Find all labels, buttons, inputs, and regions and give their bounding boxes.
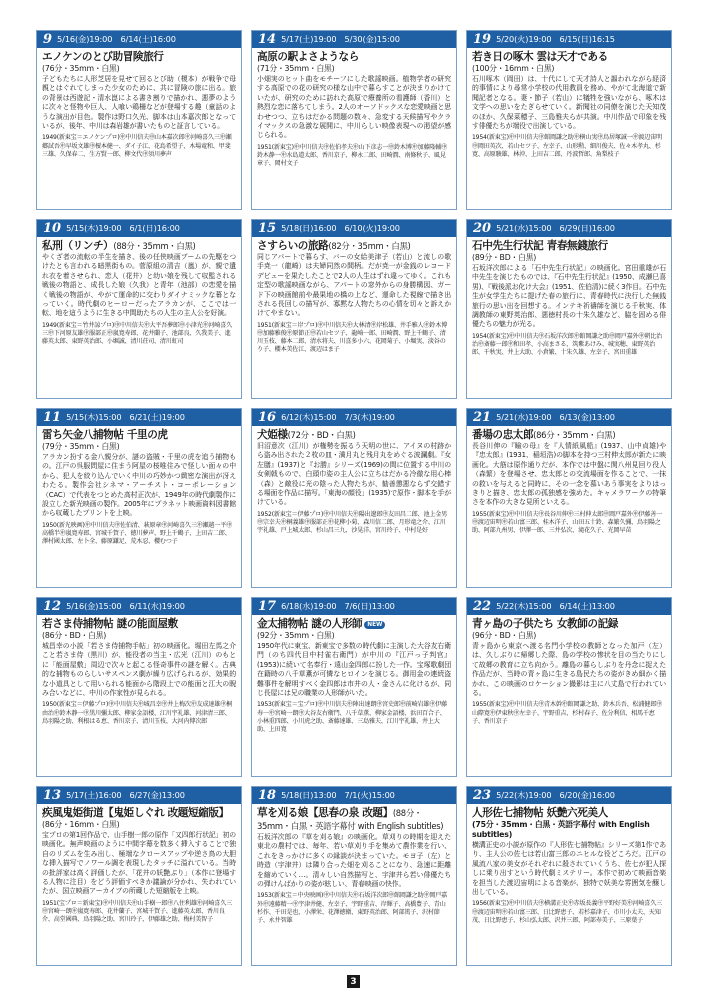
card-header (467, 409, 671, 426)
card-header (252, 220, 456, 237)
film-title: 青ヶ島の子供たち 女教師の記録 (472, 618, 618, 630)
card-body (252, 615, 456, 734)
film-meta: (86分・35mm・白黒) (533, 430, 616, 440)
card-body (467, 615, 671, 726)
card-body (252, 48, 456, 168)
film-meta: (82分・35mm・白黒) (328, 241, 411, 251)
film-title-line (42, 240, 236, 253)
film-title: 若さま侍捕物帖 謎の能面屋敷 (42, 618, 178, 630)
card-header (37, 220, 241, 237)
film-title-line (257, 51, 451, 64)
screening-dates: 5/16(金)15:00 6/11(水)19:00 (66, 601, 185, 611)
film-title: 高原の駅よさようなら (257, 51, 359, 63)
film-description: 青ヶ島から東京へ渡る名門小学校の教師となった加戸（左）は、久しぶりに帰郷した際、島の学校の惨状を目の当たりにして故郷の教育に立ち向かう。離島の暮らしぶりを丹念に捉えた作品だが、当時の青ヶ島に生きる島民たちの姿がきめ細かく描かれ、この映画のロケーション撮影は主に八丈島で行われている。 (472, 642, 666, 698)
film-meta: (92分・35mm・白黒) (257, 631, 335, 640)
program-number: 10 (43, 221, 62, 236)
film-meta: (86分・BD・白黒) (42, 631, 107, 640)
program-card (466, 219, 672, 399)
film-title: 若き日の啄木 雲は天才である (472, 51, 608, 63)
film-title-line (42, 429, 236, 442)
program-card (466, 30, 672, 210)
film-description: 石川啄木（岡田）は、十代にして天才詩人と謳われながら経済的事情により尋常小学校の代用教員を務め、やがて北海道で新聞記者となる。妻・節子（若山）に犠牲を強いながら、啄木は文学への思いをたぎらせていく。新聞社の同僚を演じた天知茂のほか、久保菜穂子、三島雅夫らが共演。中川作品で印象を残す俳優たちが端役で出演している。 (472, 75, 666, 131)
film-meta: (88分・35mm・白黒) (113, 241, 196, 251)
film-description: 同じアパートで暮らす、バーの女給美津子（若山）と流しの歌手尭一（龍崎）は夫婦同然の間柄。だが尭一が金銭のレコードデビューを果たしたことで2人の人生はずれ違ってゆく。これも定型の歌謡映画ながら、アパートの窓外からの身勝構図、ガード下の映画館前や最果地の橋の上など、運命した視線で描き出される長回しの描写が、寡黙な人物たちの心情を切々と訴えかけてやまない。 (257, 253, 451, 318)
film-title-line (472, 807, 666, 820)
program-number: 13 (43, 788, 62, 803)
film-description: 石坂洋次郎による「石中先生行状記」の映画化。宮田重雄が石中先生を演じたものでは、『石中先生行状記』(1950、成瀬巳喜男)、『戦後派お化け大会』(1951、佐伯清)に続く3作目。石中先生が女学生たちに提げた春の旅行に、青春時代に決行した無銭旅行の思い出を回想する。インテキ祈禱師を演じる千秋実、体調教師の東野英治郎、悪徳村長の十朱久雄など、脇を固める俳優たちの魅力が光る。 (472, 264, 666, 329)
program-number: 22 (473, 599, 492, 614)
card-header (467, 31, 671, 48)
program-card (466, 408, 672, 588)
program-number: 11 (43, 410, 62, 425)
film-credits: 1953(新東宝＝宝プロ)㊥中川信夫㊥陣出達朗㊥宮史郎㊥前崎岩雄㊥伊藤寿一㊥宮崎一朗㊥大谷友右衛門、八千草薫、柳家金語楼、浜田百合子、小林重四郎、小川虎之助、斎藤達雄、三島雅夫、江川宇礼雄、井上大助、上田寛 (257, 701, 447, 734)
film-credits: 1949(新東宝＝エノケンプロ)㊥中川信夫㊥山本嘉次郎㊥河崎喜久三㊥瀬郷試吾㊥早坂文雄㊥榎本健一、ダイ子江、花島希望子、木場竜和、甲斐三雄、久保春二、生方賢一郎、柳文代㊥須川夢声 (42, 134, 232, 158)
film-meta: (86分・16mm・白黒) (42, 820, 120, 829)
film-title-line (257, 429, 451, 442)
card-body (467, 804, 671, 925)
program-number: 15 (258, 221, 277, 236)
film-description: 旧沼意次（江川）が権勢を振るう天明の世に、アイヌの村跡から盗み出された２枚の皿・満月丸と残月丸をめぐる波瀾劇。『女左膳』(1937)と『お勝』シリーズ(1969)の間に位置する中川の女剣戟もので、白頭巾姿の主人公に立ちはだかる冷徹な用心棒（森）と敵役に光の陰った人物たちが、勧善懲悪ならず交錯する場面を作品に描写。「東海の顔役」(1935)で原作・脚本を手がけている。 (257, 442, 451, 507)
card-header (37, 409, 241, 426)
card-body (37, 804, 241, 924)
film-credits: 1951(新東宝)㊥中川信夫㊥佐伯孝夫㊥山下彦志一㊥鈴木博㊥加藤隆輔㊥鈴木静一㊥水島道太郎、香川京子、柳永二郎、田崎潤、南條秋子、風見章子、岡村文子 (257, 143, 447, 168)
screening-dates: 5/17(土)16:00 6/27(金)13:00 (66, 790, 185, 800)
film-title: 番場の忠太郎 (472, 429, 534, 441)
screening-dates: 5/18(日)16:00 6/10(火)19:00 (281, 223, 400, 233)
film-title: 石中先生行状記 青春無錢旅行 (472, 240, 608, 252)
film-meta: (89分・BD・白黒) (472, 253, 537, 262)
program-card (36, 30, 242, 210)
program-number: 9 (43, 32, 53, 47)
screening-dates: 5/17(土)19:00 5/30(金)15:00 (281, 34, 400, 44)
film-title: エノケンのとび助冒険旅行 (42, 51, 164, 63)
film-meta: (88分・35mm・白黒・英語字幕付 with English subtitles) (257, 808, 444, 831)
film-title-line (257, 240, 451, 253)
film-credits: 1951(新東宝＝岸プロ)㊥中川信夫㊥大林清㊥岸松雄、井手雅人㊥鈴木博㊥加藤雅俊㊥原節正㊥若山セツ子、龍崎一郎、田崎潤、野上千鶴子、清川玉枝、藤本二郎、清水将夫、川喜多小六、花岡菊子、小堀実、淡谷のり子、櫻本美佐江、渡辺はま子 (257, 321, 447, 354)
film-title-line (472, 429, 666, 442)
screening-dates: 6/12(木)15:00 7/3(木)19:00 (281, 412, 395, 422)
film-title: 人形佐七捕物帖 妖艶六死美人 (472, 807, 608, 819)
film-title: 金太捕物帖 謎の人形師 (257, 618, 363, 630)
film-title: 雷ち矢金八捕物帖 千里の虎 (42, 429, 168, 441)
page-number: 3 (347, 975, 360, 988)
card-header (252, 787, 456, 804)
film-meta: (96分・BD・白黒) (472, 631, 537, 640)
card-body (252, 237, 456, 355)
card-body (37, 615, 241, 726)
film-credits: 1952(新東宝＝伊藤プロ)㊥中川信夫㊥陽出遼郎㊥友田昌二郎、池上金男㊥宗幸夫㊥桐義雄㊥服部正㊥花柳小菊、森川信二郎、月形竜之介、江川宇礼雄、戸上城太郎、杉山昌三九、沙晃洋、宮川玲子、中村是好 (257, 510, 447, 535)
film-title-line (472, 240, 666, 253)
film-credits: 1954(新東宝)㊥中川信夫㊥石坂洋次郎㊥館岡謙之助㊥岡戸嘉外㊥朝比治治㊥斎藤一郎㊥和田孝、小高まさる、筑紫あけみ、城実穂、東野英治郎、千秋実、井上大助、小倉繁、十朱久雄、左幸子、宮田重雄 (472, 332, 662, 357)
film-title: 草を刈る娘【思春の泉 改題】 (257, 807, 393, 819)
film-description: 宝プロの第1回作品で、山手樹一郎の原作「又四郎行状記」初の映画化。無声映画のように中間字幕を数多く挿入することで独自のリズムを生み出し、極端なクロースアップや逆さ鳥の大胆な挿入描写でノワール調を表現したタッチに溢れている。当時の批評家は高く評価したが、「花井の妖艶ぶり」（本作に登場する人物に注目）をどう評価すべきか議論が分かれ、失われていたが、国立映画アーカイブの所蔵した短縮版を上映。 (42, 831, 236, 896)
program-card (36, 408, 242, 588)
film-title: さすらいの旅路 (257, 240, 329, 252)
program-card (251, 597, 457, 777)
film-credits: 1951(宝プロ＝新東宝)㊥中川信夫㊥山手樹一郎㊥八住利雄㊥河崎喜久三㊥宮崎一朗㊥嵐寛寿郎、花井蘭子、宮城千賀子、進藤英太郎、香川良介、高堂國典、鳥羽陽之助、宮川玲子、伊藤雄之助、梅村美智子 (42, 899, 232, 924)
film-meta: (75分・35mm・白黒・英語字幕付 with English subtitles) (472, 820, 650, 839)
film-title: 疾風鬼姫街道【鬼姫しぐれ 改題短縮版】 (42, 807, 229, 819)
screening-dates: 6/18(水)19:00 7/6(日)13:00 (281, 601, 395, 611)
card-body (252, 804, 456, 925)
film-meta: (100分・16mm・白黒) (472, 64, 555, 73)
film-description: 城昌幸の小説「若さま侍捕物手帖」初の映画化。堀田左馬之介こと若さま侍（黒川）が、能役者の当主・広光（江川）のもとに「能面屋敷」周辺で次々と起こる怪奇事件の謎を解く。古典的な捕物ものらしいサスペンス劇が繰り広げられるが、効果的な小道具として用いられる能面から階段上での能面と江大の睨み合いなどに、中川の作家性が見られる。 (42, 642, 236, 698)
film-description: 長谷川伸の『瞼の母』を『人情紙風船』(1937、山中貞雄)や『忠太郎』(1931、稲垣浩)の脚本を持つ三村伸太郎が新たに映画化。大筋は原作通りだが、本作では中盤に関八州見回り役人（森繁）を登場させ、忠太郎との交流場面を作ることで、一抹の救いを与えると同時に、その一念を慕いあう事実をよりはっきりと描き、忠太郎の孤独感を強めた。キャメラワークの特筆さを本作の大きな見所といえる。 (472, 442, 666, 507)
film-credits: 1953(新東宝＝中央映画)㊥中川信夫㊥石坂洋次郎㊥館岡謙之助㊥岡戸嘉外㊥遠藤精一㊥宇津井健、左幸子、宇野重吉、岸輝子、高橋豊子、青山杉作、千田是也、小澤栄、花澤徳衛、東野英治郎、阿部篤子、沢村節子、永井智雄 (257, 892, 447, 925)
card-body (467, 48, 671, 159)
new-badge: NEW (364, 621, 385, 629)
film-meta: (79分・35mm・白黒) (42, 442, 120, 451)
program-number: 23 (473, 788, 492, 803)
film-credits: 1950(新東宝＝伊藤プロ)㊥中川信夫㊥城昌幸㊥井上梅次㊥友成達雄㊥桐由治㊥鈴木静一㊥黒川彌太郎、柳家金語楼、江川宇礼雄、河津清三郎、鳥羽陽之助、利根はる恵、香川京子、清川玉枝、大河内傳次郎 (42, 701, 232, 725)
film-title-line (42, 51, 236, 64)
program-card (251, 786, 457, 966)
film-description: 1950年代に東宝、新東宝で多数の時代劇に主演した大谷友右衛門（のち四代目中村雀右衛門）が中川の『江戸っ子判官』(1953)に続いて名奉行・遠山金四郎に扮した一作。宝塚歌劇団在籍時の八千草薫が可憐なヒロインを演じる。御用金の連続盗難事件を解明すべく金四郎は市井の人・金さんに化けるが、同じ長屋には兄の職業の人形師がいた。 (257, 642, 451, 698)
program-grid (36, 30, 672, 966)
film-description: やくざ者の流転の半生を描き、後の任侠映画ブームの先駆をつけたとも言われる暗黒街もの。菅原組の清吉（嵐）が、親で遺れ衣を着させられ、恋人（花井）と幼い娘を残して収監される戦後の物語と、成長した娘（久我）と青年（池部）の恋愛を描く戦後の物語が、やがて運命的に交わりダイナミックな幕となっていく。時代劇のヒーローだったアラカンが、ここでは一転、地を這うように生きる中間助たちの人生の主人公を好演。 (42, 253, 236, 318)
card-body (467, 237, 671, 357)
film-credits: 1955(新東宝)㊥中川信夫㊥長谷川伸㊥三村伸太郎㊥岡戸嘉外㊥伊藤善一㊥渡辺宙明㊥若山富三郎、桂木洋子、山田五十鈴、森繁久彌、鳥羽陽之助、阿部九州男、伊澤一郎、三井弘次、滝花久子、光岡早苗 (472, 510, 662, 535)
screening-dates: 5/15(木)19:00 6/1(日)16:00 (66, 223, 180, 233)
film-description: 横溝正史の小説が原作の『人形佐七捕物帖』シリーズ第1作であり、主人公の佐七は若山富三郎のニヒルな役どころだ。江戸の風流八家の美女がそれぞれに殺されていくうち、佐七が犯人探しに乗り出すという時代劇ミステリー。本作で初めて映画音楽を担当した渡辺宙明による音楽が、独特で妖美な雰囲気を醸し出している。 (472, 841, 666, 897)
program-card (251, 30, 457, 210)
card-header (252, 598, 456, 615)
program-number: 20 (473, 221, 492, 236)
card-body (252, 426, 456, 535)
program-card (36, 597, 242, 777)
program-number: 16 (258, 410, 277, 425)
film-title-line (472, 618, 666, 631)
card-header (467, 598, 671, 615)
film-meta: (72分・BD・白黒) (287, 430, 356, 440)
program-card (466, 786, 672, 966)
card-body (37, 237, 241, 346)
card-body (37, 426, 241, 546)
film-credits: 1950(新光映画)㊥中川信夫㊥佐伯清、萩原章㊥河崎喜久三㊥瀬越一平㊥高橋半㊥嵐寛寿郎、宮城千賀子、徳川夢声、野上千鶴子、上田吉二郎、澤村國太郎、左卜全、藤原鎌足、荒木忍、櫻むつ子 (42, 521, 232, 546)
film-title-line (42, 807, 236, 820)
film-title-line (257, 807, 451, 833)
card-body (37, 48, 241, 159)
program-card (251, 408, 457, 588)
card-header (37, 598, 241, 615)
program-card (36, 219, 242, 399)
film-title-line (257, 618, 451, 631)
program-card (251, 219, 457, 399)
film-description: 子どもたちに人形芝居を見せて回るとび助（榎本）が戦争で母親とはぐれてしまった少女のために、共に冒険の旅に出る。旅の背景は西遊記・清水崑による書き割りで描かれ、悪夢のように次々と怪物や巨人、人喰い鶏柵などが登場する趣（童話のような演出が目色。製作は野口久光、脚本は山本嘉次郎となっているが、後年、中川は森岩雄が書いたものと証言している。 (42, 75, 236, 131)
card-header (252, 31, 456, 48)
film-meta: (71分・35mm・白黒) (257, 64, 335, 73)
film-credits: 1956(新東宝)㊥中川信夫㊥横溝正史㊥赤坂長義㊥平野好美㊥河崎喜久三㊥渡辺宙明㊥若山富三郎、日比野恵子、若杉嘉津子、市川小太夫、天知茂、日比野恵子、杉山弘太郎、沢井三郎、阿部寿美子、三原葉子 (472, 900, 662, 924)
screening-dates: 5/18(日)13:00 7/1(火)15:00 (281, 790, 395, 800)
program-card (36, 786, 242, 966)
card-header (37, 31, 241, 48)
program-number: 21 (473, 410, 492, 425)
film-title-line (42, 618, 236, 631)
program-number: 19 (473, 32, 492, 47)
film-meta: (76分・35mm・白黒) (42, 64, 120, 73)
screening-dates: 5/20(火)19:00 6/15(日)16:15 (496, 34, 615, 44)
film-description: アラカン扮する金八親分が、謎の盗賊・千里の虎を追う捕物もの。江戸の呉服問屋に住まう阿屋の桜唯住みで怪しい面々の中から、犯人を絞り込んでいく中川の巧妙かつ緻密な演出が冴えわたる。製作会社シネマ・アーチスト・コーポレーション（CAC）で代表をつとめた高村正次が、1949年の時代劇製作に設立した新光映画の製作。2005年にプラネット映画資料図書館から収蔵したプリントを上映。 (42, 453, 236, 518)
film-description: 石坂洋次郎の『草を刈る娘』の映画化。草刈りの時期を迎えた東北の農村では、毎年、若い草刈り手を集めて農作業を行い、これをきっかけに多くの縁談が決まっていた。モヨ子（左）と時造（宇津井）は隣り合った畑を刈ることになり、急速に距離を縮めていく…。清々しい自然描写と、宇津井ら若い俳優たちの弾けんばかりの姿が眩しい、青春映画の快作。 (257, 833, 451, 889)
program-number: 18 (258, 788, 277, 803)
screening-dates: 5/16(金)19:00 6/14(土)16:00 (57, 34, 176, 44)
screening-dates: 5/22(木)15:00 6/14(土)13:00 (496, 601, 615, 611)
program-number: 14 (258, 32, 277, 47)
film-credits: 1954(新東宝)㊥中川信夫㊥館岡謙之助㊥横山実㊥鳥居塚誠一㊥渡辺宙明㊥岡田英次、若山セツ子、左幸子、山形勲、細川俊夫、佐々木孝丸、杉寛、高原駿雄、林沖、上田吉二郎、丹波哲郎、角梨枝子 (472, 134, 662, 158)
film-title: 私刑（リンチ） (42, 240, 114, 252)
card-header (467, 787, 671, 804)
film-title-line (472, 51, 666, 64)
program-card (466, 597, 672, 777)
program-number: 17 (258, 599, 277, 614)
film-title: 犬姫様 (257, 429, 288, 441)
screening-dates: 5/21(水)19:00 6/13(金)13:00 (496, 412, 615, 422)
screening-dates: 5/22(木)19:00 6/20(金)16:00 (496, 790, 615, 800)
card-header (37, 787, 241, 804)
card-body (467, 426, 671, 535)
program-number: 12 (43, 599, 62, 614)
card-header (467, 220, 671, 237)
film-credits: 1955(新東宝)㊥中川信夫㊥青木幹㊥館岡謙之助、鈴木兵吾、松浦健郎㊥山際寛㊥伊東秋㊥左幸子、宇野重吉、杉村春子、佐分利信、相馬千恵子、香川京子 (472, 701, 662, 725)
card-header (252, 409, 456, 426)
screening-dates: 5/15(木)15:00 6/21(土)19:00 (66, 412, 185, 422)
film-description: 小畑実のヒット曲をモチーフにした歌謡映画。植物学者の研究する高原での花の研究の様な山中で暮らすことが決まりかけていたが、研究のために訪れた高原で療養所の看護師（香川）と熱烈な恋に落ちてしまう。2人のオーソドックスな恋愛映画と思わせつつ、立ちはだかる問題の数々、急変する天候描写やクライマックスの急激な展開に、中川らしい映像表現への渇望が感じられる。 (257, 75, 451, 140)
film-credits: 1949(新東宝＝竹井諒プロ)㊥中川信夫㊥大平吾夢郎㊥小津光㊥河崎喜久三㊥下河原友雄㊥服部正㊥嵐寛寿郎、花井蘭子、池部良、久我美子、進藤英太郎、東野英治郎、小堀誠、清川荘司、清川虹司 (42, 321, 232, 346)
screening-dates: 5/21(水)15:00 6/29(日)16:00 (496, 223, 615, 233)
